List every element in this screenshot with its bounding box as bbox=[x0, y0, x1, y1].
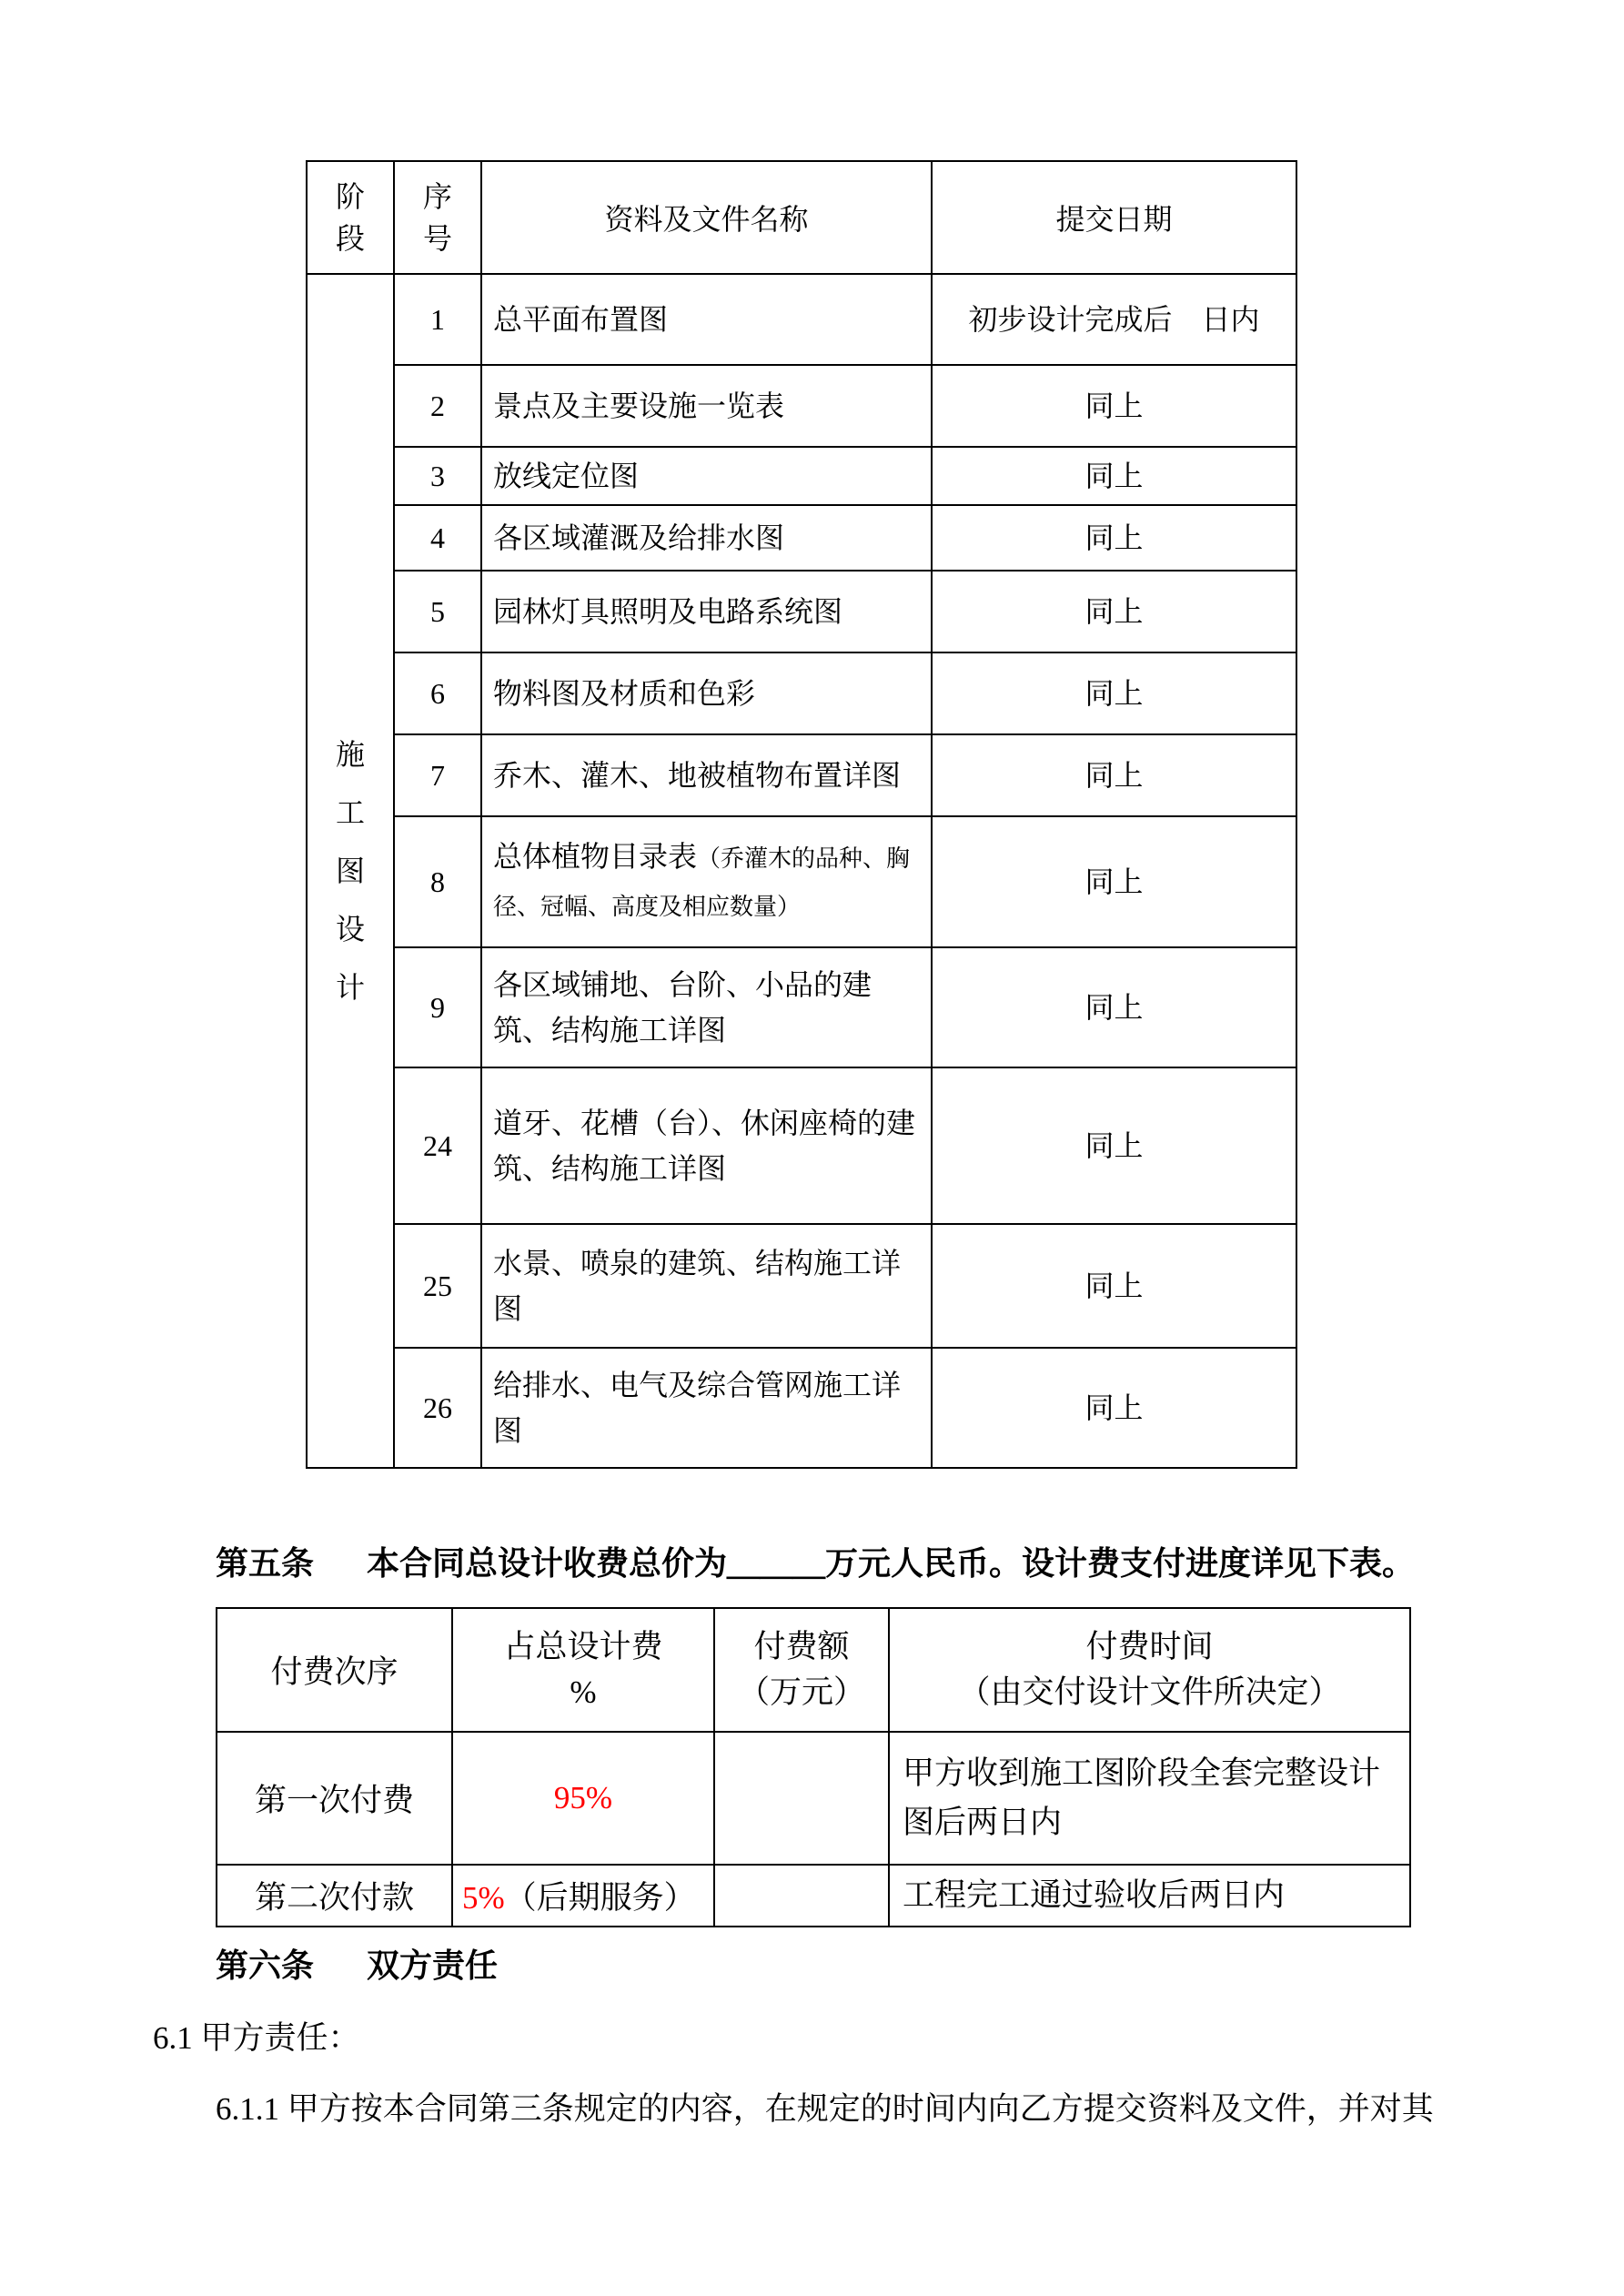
header-stage-char: 段 bbox=[335, 222, 365, 255]
row-date: 同上 bbox=[932, 447, 1296, 505]
row-no: 4 bbox=[394, 505, 481, 571]
row-no: 26 bbox=[394, 1348, 481, 1468]
row-name: 物料图及材质和色彩 bbox=[481, 652, 932, 734]
header-date: 提交日期 bbox=[932, 161, 1296, 274]
row-name: 各区域铺地、台阶、小品的建筑、结构施工详图 bbox=[481, 947, 932, 1067]
row-name: 水景、喷泉的建筑、结构施工详图 bbox=[481, 1224, 932, 1348]
row-name: 景点及主要设施一览表 bbox=[481, 365, 932, 447]
payment-time: 工程完工通过验收后两日内 bbox=[889, 1865, 1410, 1927]
payment-amount bbox=[714, 1865, 889, 1927]
header-percent bbox=[452, 1608, 714, 1732]
table-row bbox=[307, 1224, 1296, 1348]
row-name: 园林灯具照明及电路系统图 bbox=[481, 571, 932, 652]
stage-char: 计 bbox=[335, 971, 365, 1004]
stage-char: 图 bbox=[335, 855, 365, 887]
header-stage-char: 阶 bbox=[335, 180, 365, 213]
payment-percent-value: 5% bbox=[462, 1880, 505, 1916]
payment-order: 第二次付款 bbox=[217, 1865, 452, 1927]
header-amount-line2: （万元） bbox=[737, 1674, 865, 1710]
payment-row bbox=[217, 1732, 1410, 1865]
header-time-line1: 付费时间 bbox=[1085, 1629, 1214, 1664]
header-no bbox=[394, 161, 481, 274]
row-date: 同上 bbox=[932, 816, 1296, 947]
stage-char: 设 bbox=[335, 913, 365, 946]
row-name: 总平面布置图 bbox=[481, 274, 932, 365]
submission-documents-table bbox=[306, 160, 1297, 1469]
row-no: 5 bbox=[394, 571, 481, 652]
row-date: 同上 bbox=[932, 1348, 1296, 1468]
payment-schedule-table bbox=[216, 1607, 1411, 1927]
row-no: 25 bbox=[394, 1224, 481, 1348]
row-date: 同上 bbox=[932, 505, 1296, 571]
table-row bbox=[307, 1348, 1296, 1468]
header-time bbox=[889, 1608, 1410, 1732]
header-percent-line2: % bbox=[570, 1674, 597, 1710]
table-row bbox=[307, 652, 1296, 734]
row-name: 道牙、花槽（台）、休闲座椅的建筑、结构施工详图 bbox=[481, 1067, 932, 1224]
header-amount bbox=[714, 1608, 889, 1732]
payment-order: 第一次付费 bbox=[217, 1732, 452, 1865]
payment-percent bbox=[452, 1732, 714, 1865]
clause-5 bbox=[216, 1542, 1415, 1585]
table-row bbox=[307, 571, 1296, 652]
row-no: 9 bbox=[394, 947, 481, 1067]
row-no: 3 bbox=[394, 447, 481, 505]
clause-6 bbox=[216, 1944, 498, 1988]
header-payment-order: 付费次序 bbox=[217, 1608, 452, 1732]
row-name: 放线定位图 bbox=[481, 447, 932, 505]
row-date: 同上 bbox=[932, 947, 1296, 1067]
header-no-char: 序 bbox=[422, 180, 452, 213]
table-row bbox=[307, 447, 1296, 505]
table-row bbox=[307, 505, 1296, 571]
row-no: 8 bbox=[394, 816, 481, 947]
header-amount-line1: 付费额 bbox=[753, 1629, 850, 1664]
payment-row bbox=[217, 1865, 1410, 1927]
stage-merged-cell bbox=[307, 274, 394, 1468]
section-6-1: 6.1 甲方责任： bbox=[153, 2020, 360, 2056]
payment-percent-suffix: （后期服务） bbox=[504, 1880, 696, 1916]
clause-5-text-after: 万元人民币。设计费支付进度详见下表。 bbox=[825, 1545, 1416, 1582]
row-date: 同上 bbox=[932, 652, 1296, 734]
row-name-main: 总体植物目录表 bbox=[493, 840, 698, 873]
header-time-line2: （由交付设计文件所决定） bbox=[958, 1674, 1341, 1710]
table-row bbox=[307, 274, 1296, 365]
clause-5-text-before: 本合同总设计收费总价为 bbox=[367, 1545, 728, 1582]
row-name: 各区域灌溉及给排水图 bbox=[481, 505, 932, 571]
row-no: 24 bbox=[394, 1067, 481, 1224]
row-date: 同上 bbox=[932, 1067, 1296, 1224]
table-row bbox=[307, 365, 1296, 447]
row-no: 1 bbox=[394, 274, 481, 365]
row-no: 6 bbox=[394, 652, 481, 734]
clause-5-label: 第五条 bbox=[216, 1545, 315, 1582]
stage-char: 施 bbox=[335, 738, 365, 771]
payment-header-row bbox=[217, 1608, 1410, 1732]
section-6-1-1: 6.1.1 甲方按本合同第三条规定的内容，在规定的时间内向乙方提交资料及文件，并对其 bbox=[216, 2091, 1434, 2127]
table-row bbox=[307, 734, 1296, 816]
row-name-note: （乔灌木的品种、胸径、冠幅、高度及相应数量） bbox=[493, 845, 911, 920]
row-date: 同上 bbox=[932, 571, 1296, 652]
table-row bbox=[307, 816, 1296, 947]
row-date: 初步设计完成后 日内 bbox=[932, 274, 1296, 365]
header-doc-name: 资料及文件名称 bbox=[481, 161, 932, 274]
payment-amount bbox=[714, 1732, 889, 1865]
row-no: 7 bbox=[394, 734, 481, 816]
fee-amount-blank: ＿＿＿ bbox=[727, 1545, 826, 1582]
table-row bbox=[307, 1067, 1296, 1224]
row-name: 乔木、灌木、地被植物布置详图 bbox=[481, 734, 932, 816]
clause-6-label: 第六条 bbox=[216, 1947, 315, 1984]
row-date: 同上 bbox=[932, 1224, 1296, 1348]
table-row bbox=[307, 947, 1296, 1067]
stage-char: 工 bbox=[335, 796, 365, 829]
row-name bbox=[481, 816, 932, 947]
row-date: 同上 bbox=[932, 365, 1296, 447]
table-header-row bbox=[307, 161, 1296, 274]
row-date: 同上 bbox=[932, 734, 1296, 816]
payment-percent-value: 95% bbox=[553, 1780, 613, 1816]
header-no-char: 号 bbox=[422, 222, 452, 255]
row-no: 2 bbox=[394, 365, 481, 447]
clause-6-title: 双方责任 bbox=[367, 1947, 499, 1984]
payment-time: 甲方收到施工图阶段全套完整设计图后两日内 bbox=[889, 1732, 1410, 1865]
payment-percent bbox=[452, 1865, 714, 1927]
header-stage bbox=[307, 161, 394, 274]
row-name: 给排水、电气及综合管网施工详图 bbox=[481, 1348, 932, 1468]
header-percent-line1: 占总设计费 bbox=[503, 1629, 663, 1664]
